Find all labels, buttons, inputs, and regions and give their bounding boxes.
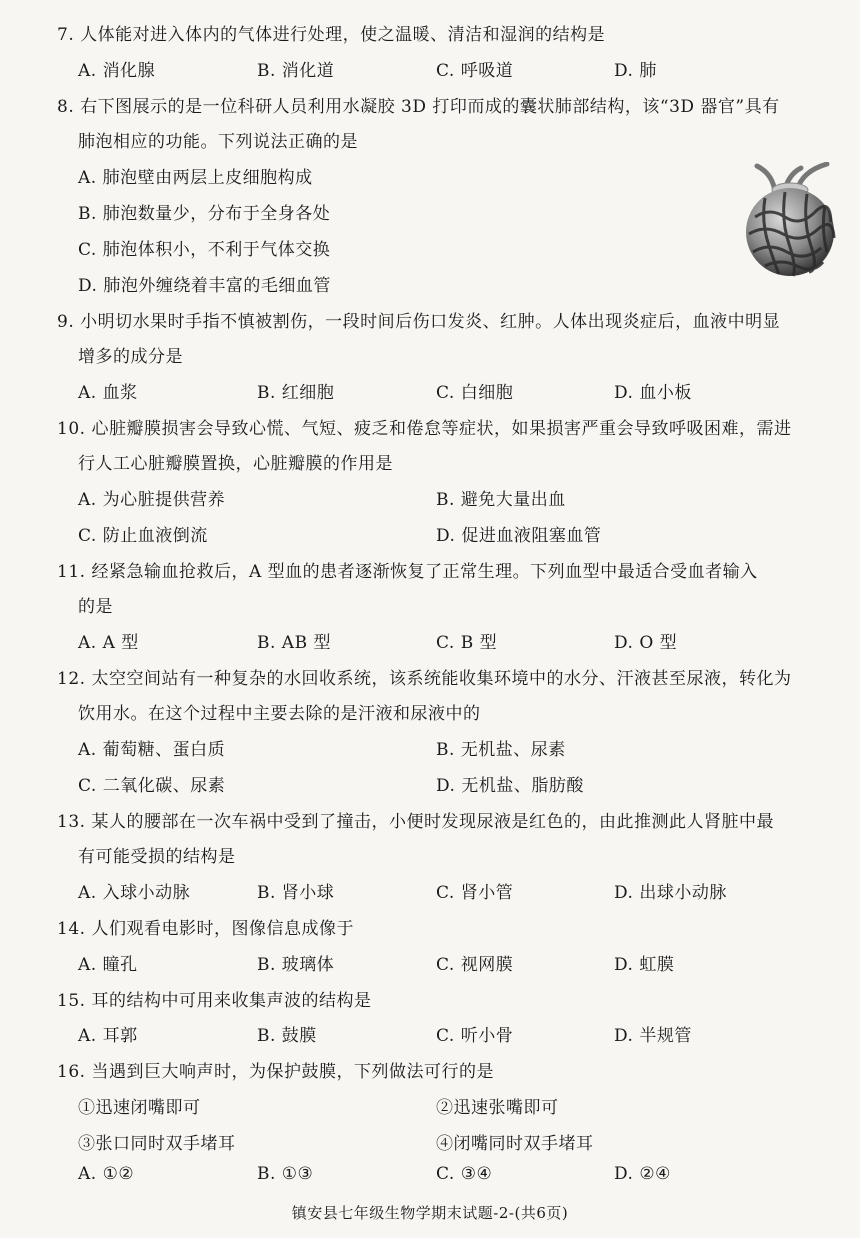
question-16-option-c: C. ③④ — [436, 1164, 493, 1184]
question-12-stem-cont: 饮用水。在这个过程中主要去除的是汗液和尿液中的 — [78, 704, 481, 724]
question-13-option-d: D. 出球小动脉 — [614, 883, 727, 903]
question-8-option-c: C. 肺泡体积小，不利于气体交换 — [78, 240, 331, 260]
question-9-option-a: A. 血浆 — [78, 383, 138, 403]
question-16-option-d: D. ②④ — [614, 1164, 671, 1184]
question-16-statement-2: ②迅速张嘴即可 — [436, 1098, 559, 1118]
question-7-stem: 7. 人体能对进入体内的气体进行处理，使之温暖、清洁和湿润的结构是 — [57, 25, 606, 45]
question-10-option-c: C. 防止血液倒流 — [78, 526, 208, 546]
question-10-option-b: B. 避免大量出血 — [436, 490, 566, 510]
question-8-option-d: D. 肺泡外缠绕着丰富的毛细血管 — [78, 276, 331, 296]
question-14-option-a: A. 瞳孔 — [78, 955, 138, 975]
question-7-option-a: A. 消化腺 — [78, 61, 156, 81]
question-14-stem: 14. 人们观看电影时，图像信息成像于 — [57, 919, 354, 939]
question-7-option-c: C. 呼吸道 — [436, 61, 514, 81]
question-16-stem: 16. 当遇到巨大响声时，为保护鼓膜，下列做法可行的是 — [57, 1062, 494, 1082]
question-10-option-d: D. 促进血液阻塞血管 — [436, 526, 602, 546]
question-15-option-a: A. 耳郭 — [78, 1026, 138, 1046]
question-9-option-b: B. 红细胞 — [257, 383, 335, 403]
question-10-stem-cont: 行人工心脏瓣膜置换，心脏瓣膜的作用是 — [78, 454, 393, 474]
question-10-stem: 10. 心脏瓣膜损害会导致心慌、气短、疲乏和倦怠等症状，如果损害严重会导致呼吸困难，需进 — [57, 419, 792, 439]
question-13-option-b: B. 肾小球 — [257, 883, 335, 903]
question-11-option-a: A. A 型 — [78, 633, 139, 653]
question-14-option-c: C. 视网膜 — [436, 955, 514, 975]
question-14-option-d: D. 虹膜 — [614, 955, 675, 975]
question-11-option-c: C. B 型 — [436, 633, 498, 653]
question-11-option-b: B. AB 型 — [257, 633, 331, 653]
question-16-statement-3: ③张口同时双手堵耳 — [78, 1134, 236, 1154]
question-16-option-a: A. ①② — [78, 1164, 135, 1184]
question-8-stem: 8. 右下图展示的是一位科研人员利用水凝胶 3D 打印而成的囊状肺部结构，该“3D 器官”具有 — [57, 97, 780, 117]
question-16-statement-1: ①迅速闭嘴即可 — [78, 1098, 201, 1118]
question-12-option-d: D. 无机盐、脂肪酸 — [436, 776, 584, 796]
question-15-option-c: C. 听小骨 — [436, 1026, 514, 1046]
question-9-stem-cont: 增多的成分是 — [78, 347, 183, 367]
question-11-stem-cont: 的是 — [78, 597, 113, 617]
question-12-option-a: A. 葡萄糖、蛋白质 — [78, 740, 226, 760]
question-8-option-a: A. 肺泡壁由两层上皮细胞构成 — [78, 168, 313, 188]
question-13-option-c: C. 肾小管 — [436, 883, 514, 903]
question-9-stem: 9. 小明切水果时手指不慎被割伤，一段时间后伤口发炎、红肿。人体出现炎症后，血液中明显 — [57, 312, 781, 332]
question-8-stem-cont: 肺泡相应的功能。下列说法正确的是 — [78, 132, 358, 152]
question-7-option-b: B. 消化道 — [257, 61, 335, 81]
question-9-option-d: D. 血小板 — [614, 383, 692, 403]
question-16-statement-4: ④闭嘴同时双手堵耳 — [436, 1134, 594, 1154]
page-footer: 镇安县七年级生物学期末试题-2-(共6页) — [291, 1204, 569, 1222]
question-12-option-c: C. 二氧化碳、尿素 — [78, 776, 226, 796]
question-15-option-b: B. 鼓膜 — [257, 1026, 317, 1046]
question-8-option-b: B. 肺泡数量少，分布于全身各处 — [78, 204, 331, 224]
question-7-option-d: D. 肺 — [614, 61, 657, 81]
question-15-option-d: D. 半规管 — [614, 1026, 692, 1046]
3d-printed-lung-image — [735, 162, 845, 280]
question-12-option-b: B. 无机盐、尿素 — [436, 740, 566, 760]
question-16-option-b: B. ①③ — [257, 1164, 314, 1184]
question-13-stem: 13. 某人的腰部在一次车祸中受到了撞击，小便时发现尿液是红色的，由此推测此人肾脏中最 — [57, 812, 774, 832]
question-12-stem: 12. 太空空间站有一种复杂的水回收系统，该系统能收集环境中的水分、汗液甚至尿液，转化为 — [57, 669, 792, 689]
question-15-stem: 15. 耳的结构中可用来收集声波的结构是 — [57, 991, 372, 1011]
question-14-option-b: B. 玻璃体 — [257, 955, 335, 975]
question-10-option-a: A. 为心脏提供营养 — [78, 490, 226, 510]
question-9-option-c: C. 白细胞 — [436, 383, 514, 403]
question-11-option-d: D. O 型 — [614, 633, 678, 653]
question-13-stem-cont: 有可能受损的结构是 — [78, 847, 236, 867]
question-11-stem: 11. 经紧急输血抢救后，A 型血的患者逐渐恢复了正常生理。下列血型中最适合受血者输入 — [57, 562, 758, 582]
question-13-option-a: A. 入球小动脉 — [78, 883, 191, 903]
